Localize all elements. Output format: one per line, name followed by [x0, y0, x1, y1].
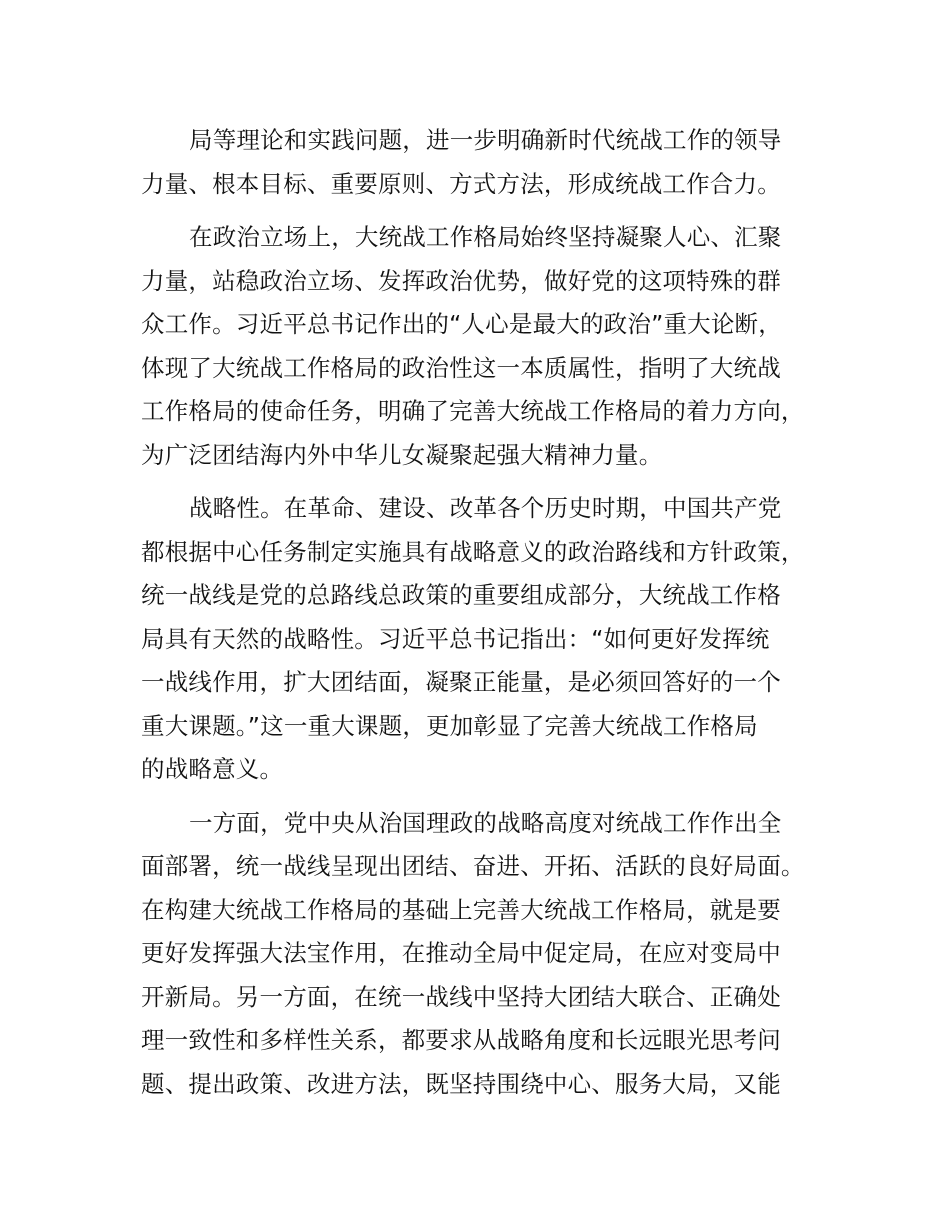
text-line: 开新局。另一方面，在统一战线中坚持大团结大联合、正确处: [141, 982, 781, 1011]
text-line: 工作格局的使命任务，明确了完善大统战工作格局的着力方向，: [141, 397, 805, 425]
text-line: 统一战线是党的总路线总政策的重要组成部分，大统战工作格: [141, 581, 781, 609]
text-line: 局等理论和实践问题，进一步明确新时代统战工作的领导: [189, 126, 782, 154]
text-line: 在构建大统战工作格局的基础上完善大统战工作格局，就是要: [141, 895, 781, 924]
text-line: 局具有天然的战略性。习近平总书记指出：“如何更好发挥统: [141, 624, 770, 653]
text-line: 在政治立场上，大统战工作格局始终坚持凝聚人心、汇聚: [189, 223, 782, 251]
text-line: 力量、根本目标、重要原则、方式方法，形成统战工作合力。: [141, 169, 781, 198]
text-line: 体现了大统战工作格局的政治性这一本质属性，指明了大统战: [141, 353, 781, 382]
paragraph-political-stance: [141, 216, 841, 477]
text-line: 战略性。在革命、建设、改革各个历史时期，中国共产党: [189, 494, 782, 522]
paragraph-continuation: [141, 119, 841, 206]
text-line: 面部署，统一战线呈现出团结、奋进、开拓、活跃的良好局面。: [141, 852, 805, 880]
paragraph-strategic: [141, 487, 841, 792]
text-line: 更好发挥强大法宝作用，在推动全局中促定局，在应对变局中: [141, 939, 781, 967]
text-line: 重大课题。”这一重大课题，更加彰显了完善大统战工作格局: [141, 711, 758, 740]
document-page: [141, 119, 841, 1116]
text-line: 力量，站稳政治立场、发挥政治优势，做好党的这项特殊的群: [141, 266, 781, 295]
text-line: 理一致性和多样性关系，都要求从战略角度和长远眼光思考问: [141, 1026, 781, 1054]
paragraph-on-one-hand: [141, 802, 841, 1107]
text-line: 一战线作用，扩大团结面，凝聚正能量，是必须回答好的一个: [141, 668, 781, 696]
text-line: 都根据中心任务制定实施具有战略意义的政治路线和方针政策，: [141, 537, 805, 566]
text-line: 为广泛团结海内外中华儿女凝聚起强大精神力量。: [141, 440, 663, 469]
text-line: 题、提出政策、改进方法，既坚持围绕中心、服务大局，又能: [141, 1069, 781, 1098]
text-line: 的战略意义。: [141, 755, 284, 783]
text-line: 众工作。习近平总书记作出的“人心是最大的政治”重大论断，: [141, 310, 782, 338]
text-line: 一方面，党中央从治国理政的战略高度对统战工作作出全: [189, 808, 782, 837]
